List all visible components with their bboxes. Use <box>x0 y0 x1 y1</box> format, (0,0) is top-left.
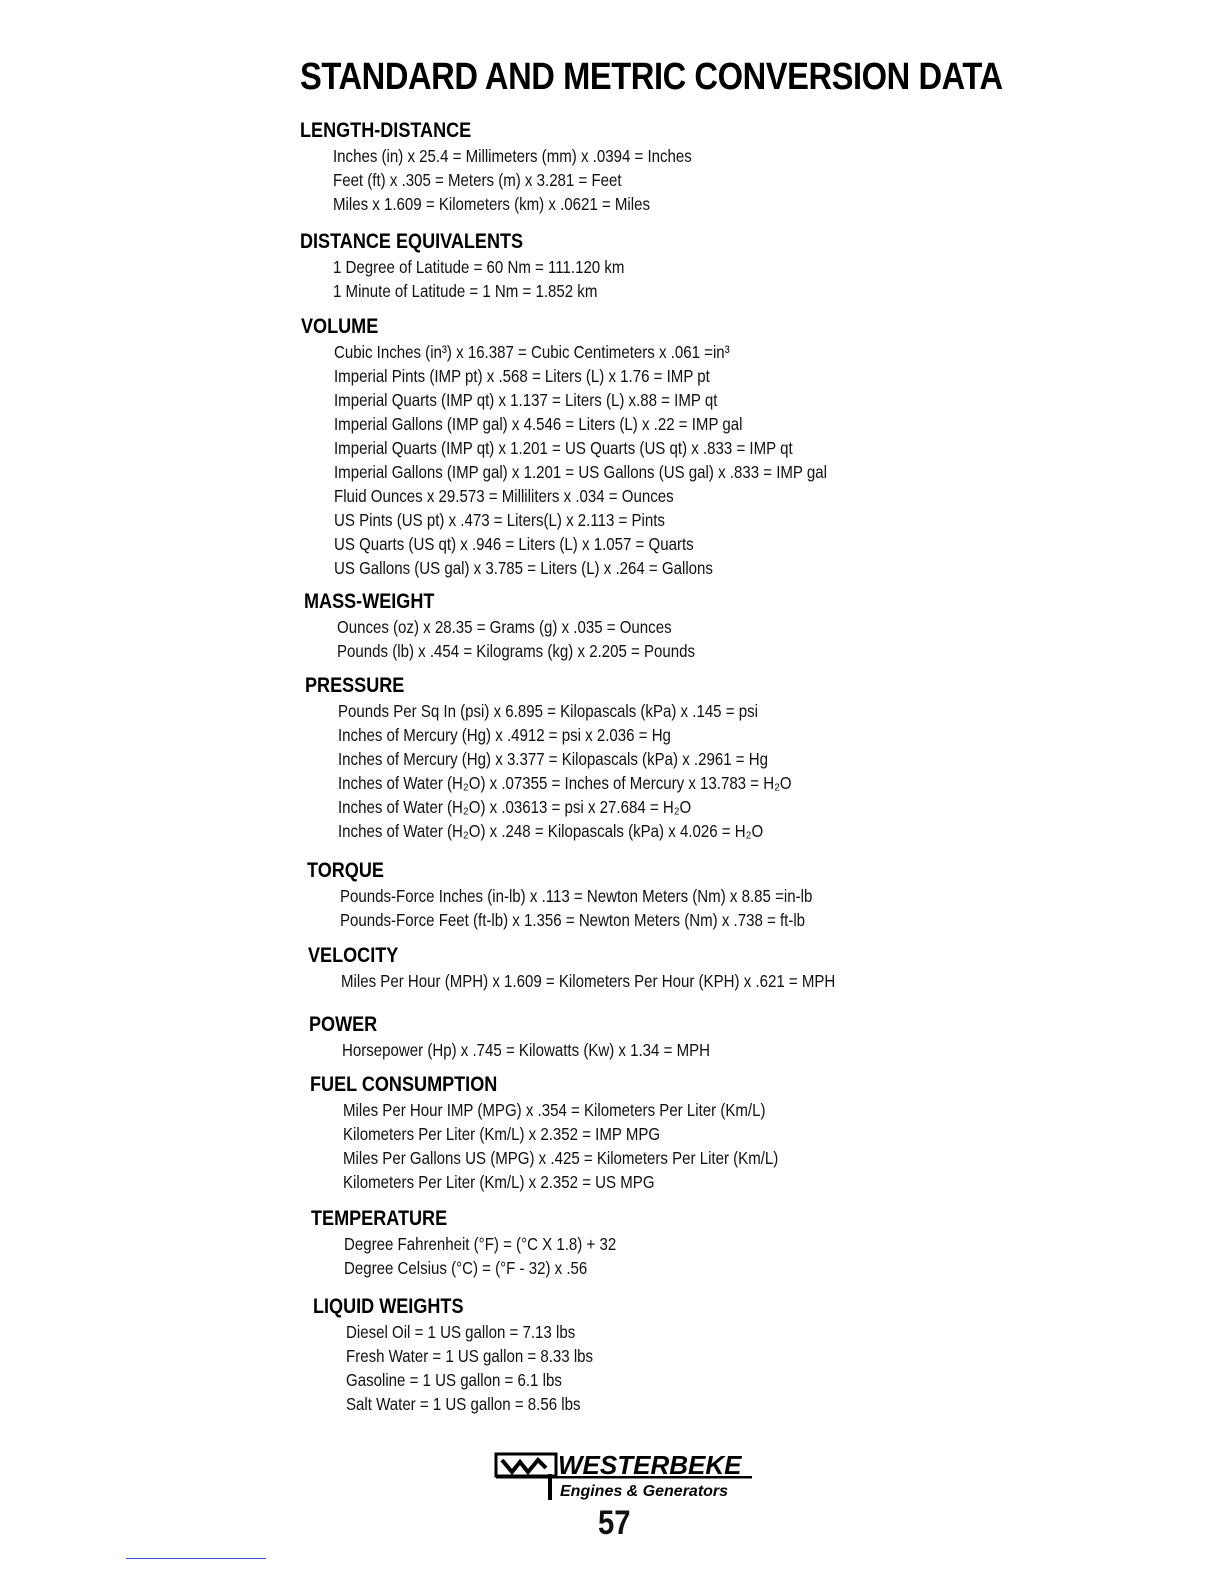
conversion-line: Fluid Ounces x 29.573 = Milliliters x .034 = Ounces <box>334 486 674 506</box>
conversion-line: Imperial Gallons (IMP gal) x 4.546 = Liters (L) x .22 = IMP gal <box>334 414 743 434</box>
page-number: 57 <box>598 1504 631 1542</box>
section-heading: LENGTH-DISTANCE <box>300 119 472 142</box>
conversion-line: Imperial Quarts (IMP qt) x 1.137 = Liters (L) x.88 = IMP qt <box>334 390 718 410</box>
section <box>309 1012 770 1062</box>
logo-tagline: Engines & Generators <box>560 1483 729 1500</box>
conversion-line: Imperial Quarts (IMP qt) x 1.201 = US Quarts (US qt) x .833 = IMP qt <box>334 438 793 458</box>
conversion-line: Inches of Water (H₂O) x .07355 = Inches of Mercury x 13.783 = H₂O <box>338 773 792 793</box>
westerbeke-logo <box>492 1448 754 1504</box>
conversion-line: Salt Water = 1 US gallon = 8.56 lbs <box>346 1394 581 1414</box>
conversion-line: US Pints (US pt) x .473 = Liters(L) x 2.113 = Pints <box>334 510 665 530</box>
section-heading: TORQUE <box>307 859 384 882</box>
section <box>311 1206 661 1280</box>
conversion-line: Degree Celsius (°C) = (°F - 32) x .56 <box>344 1258 588 1278</box>
conversion-line: Ounces (oz) x 28.35 = Grams (g) x .035 = Ounces <box>337 617 672 637</box>
page-title: STANDARD AND METRIC CONVERSION DATA <box>300 56 1003 98</box>
conversion-line: Miles Per Hour (MPH) x 1.609 = Kilometers Per Hour (KPH) x .621 = MPH <box>341 971 836 991</box>
conversion-line: Inches of Water (H₂O) x .03613 = psi x 27.684 = H₂O <box>338 797 692 817</box>
section-heading: LIQUID WEIGHTS <box>313 1295 464 1318</box>
conversion-line: Degree Fahrenheit (°F) = (°C X 1.8) + 32 <box>344 1234 617 1254</box>
conversion-line: Inches (in) x 25.4 = Millimeters (mm) x .0394 = Inches <box>333 146 692 166</box>
conversion-line: Imperial Gallons (IMP gal) x 1.201 = US Gallons (US gal) x .833 = IMP gal <box>334 462 827 482</box>
conversion-line: 1 Degree of Latitude = 60 Nm = 111.120 km <box>333 257 625 277</box>
conversion-line: Imperial Pints (IMP pt) x .568 = Liters (L) x 1.76 = IMP pt <box>334 366 710 386</box>
section-heading: FUEL CONSUMPTION <box>310 1073 498 1096</box>
section-heading: VOLUME <box>301 315 379 338</box>
conversion-line: Fresh Water = 1 US gallon = 8.33 lbs <box>346 1346 594 1366</box>
section <box>313 1294 633 1416</box>
conversion-line: Gasoline = 1 US gallon = 6.1 lbs <box>346 1370 562 1390</box>
section <box>308 943 916 993</box>
section-heading: DISTANCE EQUIVALENTS <box>300 230 524 253</box>
section-heading: MASS-WEIGHT <box>304 590 435 613</box>
conversion-line: Diesel Oil = 1 US gallon = 7.13 lbs <box>346 1322 576 1342</box>
conversion-line: Inches of Mercury (Hg) x .4912 = psi x 2.036 = Hg <box>338 725 671 745</box>
conversion-line: Pounds-Force Feet (ft-lb) x 1.356 = Newton Meters (Nm) x .738 = ft-lb <box>340 910 806 930</box>
section <box>301 314 907 580</box>
conversion-line: US Quarts (US qt) x .946 = Liters (L) x 1.057 = Quarts <box>334 534 694 554</box>
section <box>310 1072 849 1194</box>
conversion-line: Inches of Mercury (Hg) x 3.377 = Kilopascals (kPa) x .2961 = Hg <box>338 749 768 769</box>
section <box>300 118 750 216</box>
conversion-line: Cubic Inches (in³) x 16.387 = Cubic Centimeters x .061 =in³ <box>334 342 730 362</box>
conversion-line: Kilometers Per Liter (Km/L) x 2.352 = US MPG <box>343 1172 655 1192</box>
conversion-line: Kilometers Per Liter (Km/L) x 2.352 = IMP MPG <box>343 1124 661 1144</box>
footer-rule <box>126 1558 266 1559</box>
section-heading: TEMPERATURE <box>311 1207 448 1230</box>
section-heading: POWER <box>309 1013 378 1036</box>
section-heading: PRESSURE <box>305 674 405 697</box>
section <box>307 858 889 932</box>
logo-brand: WESTERBEKE <box>558 1450 742 1480</box>
conversion-line: Miles Per Hour IMP (MPG) x .354 = Kilometers Per Liter (Km/L) <box>343 1100 766 1120</box>
section <box>300 229 672 303</box>
section-heading: VELOCITY <box>308 944 399 967</box>
conversion-line: US Gallons (US gal) x 3.785 = Liters (L) x .264 = Gallons <box>334 558 713 578</box>
conversion-line: Inches of Water (H₂O) x .248 = Kilopascals (kPa) x 4.026 = H₂O <box>338 821 764 841</box>
conversion-line: Pounds (lb) x .454 = Kilograms (kg) x 2.205 = Pounds <box>337 641 696 661</box>
conversion-line: Pounds-Force Inches (in-lb) x .113 = Newton Meters (Nm) x 8.85 =in-lb <box>340 886 813 906</box>
section <box>304 589 753 663</box>
conversion-line: Horsepower (Hp) x .745 = Kilowatts (Kw) x 1.34 = MPH <box>342 1040 711 1060</box>
section <box>305 673 865 843</box>
conversion-line: Miles x 1.609 = Kilometers (km) x .0621 = Miles <box>333 194 651 214</box>
conversion-line: Feet (ft) x .305 = Meters (m) x 3.281 = Feet <box>333 170 622 190</box>
conversion-line: Pounds Per Sq In (psi) x 6.895 = Kilopascals (kPa) x .145 = psi <box>338 701 758 721</box>
conversion-line: 1 Minute of Latitude = 1 Nm = 1.852 km <box>333 281 598 301</box>
logo-wave-icon <box>502 1460 546 1472</box>
conversion-line: Miles Per Gallons US (MPG) x .425 = Kilometers Per Liter (Km/L) <box>343 1148 779 1168</box>
